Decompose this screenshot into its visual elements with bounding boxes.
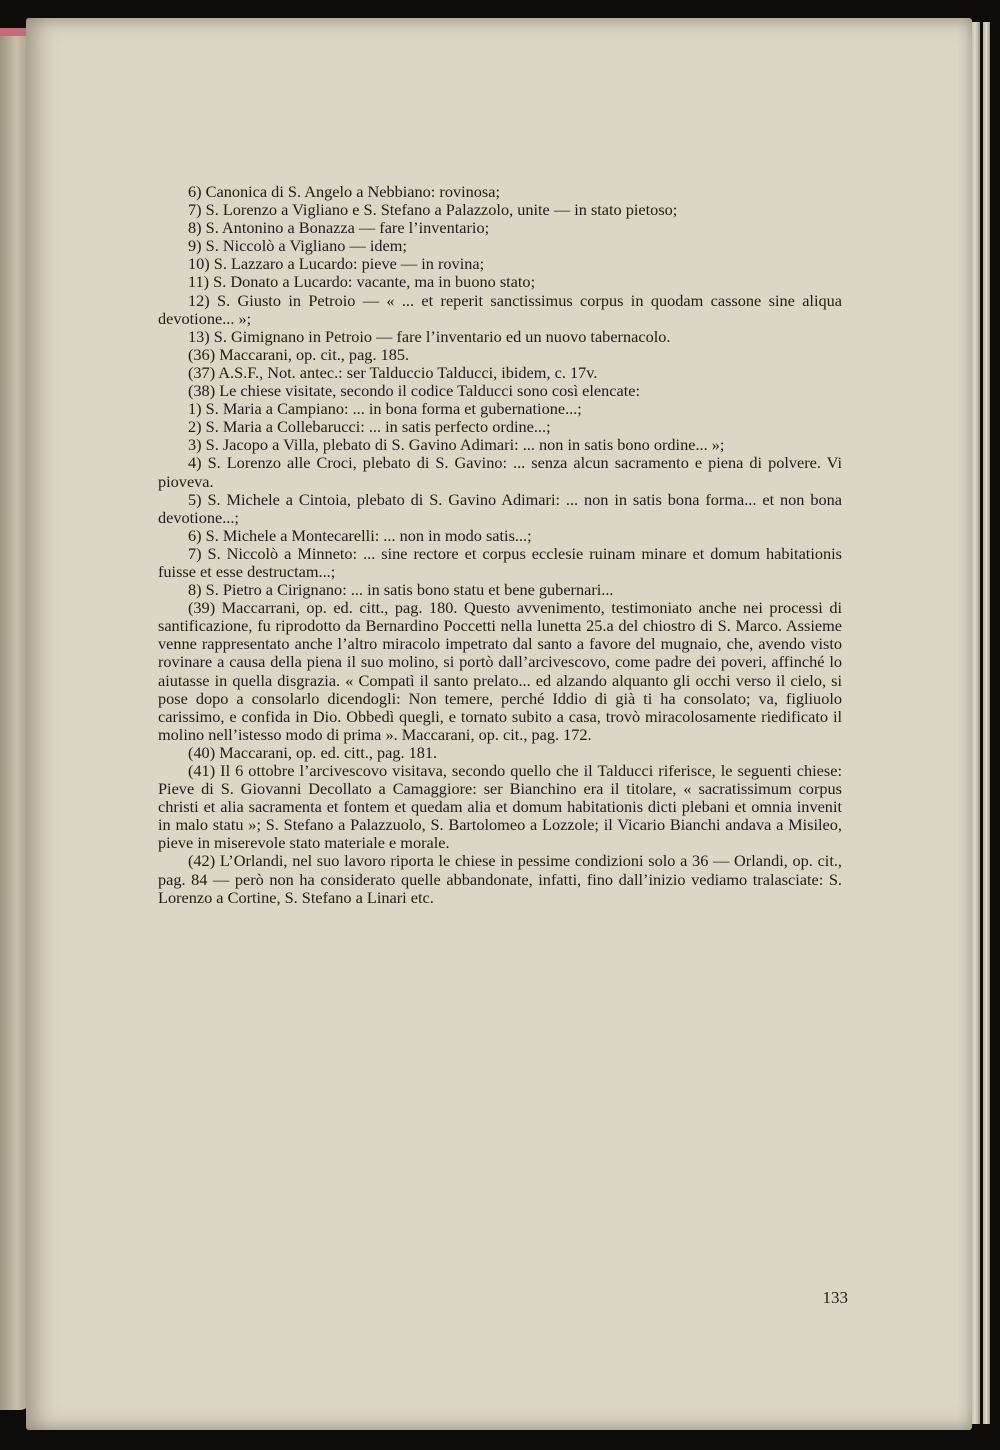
footnote-37: (37) A.S.F., Not. antec.: ser Talduccio Talducci, ibidem, c. 17v. <box>188 362 598 382</box>
list-item: 8) S. Pietro a Cirignano: ... in satis bono statu et bene gubernari... <box>188 580 614 600</box>
list-item: 7) S. Lorenzo a Vigliano e S. Stefano a Palazzolo, unite — in stato pietoso; <box>188 200 678 220</box>
list-item: 3) S. Jacopo a Villa, plebato di S. Gavino Adimari: ... non in satis bono ordine... »; <box>188 435 725 455</box>
footnote-40: (40) Maccarani, op. ed. citt., pag. 181. <box>188 742 438 762</box>
list-item: 6) S. Michele a Montecarelli: ... non in modo satis...; <box>188 525 532 545</box>
footnote-41: (41) Il 6 ottobre l’arcivescovo visitava, secondo quello che il Talducci riferisce, le seguenti chiese: Pieve di S. Giovanni Decollato a Camaggiore: ser Bianchino era il titolare, « sacratissimum corpus christi et alia sacramenta et fontem et quedam alia et domum habitationis dicti plebani et omnia invenit in malo statu »; S. Stefano a Palazzuolo, S. Bartolomeo a Lozzole; il Vicario Bianchi andava a Misileo, pieve in miserevole stato materiale e morale. <box>158 761 842 853</box>
footnote-39: (39) Maccarrani, op. ed. citt., pag. 180. Questo avvenimento, testimoniato anche nei processi di santificazione, fu riprodotto da Bernardino Poccetti nella lunetta 25.a del chiostro di S. Marco. Assieme venne rappresentato anche l’altro miracolo impetrato dal santo a favore del mugnaio, che, avendo visto rovinare a causa della piena il suo molino, si portò dall’arcivescovo, come padre dei poveri, affinché lo aiutasse in quella disgrazia. « Compatì il santo prelato... ed alzando alquanto gli occhi verso il cielo, si pose dopo a consolarlo dicendogli: Non temere, perché Iddio di già ti ha consolato; va, figliuolo carissimo, e confida in Dio. Obbedì quegli, e tornato subito a casa, trovò miracolosamente riedificato il molino nell’istesso modo di prima ». Maccarani, op. cit., pag. 172. <box>158 598 842 744</box>
list-item: 4) S. Lorenzo alle Croci, plebato di S. Gavino: ... senza alcun sacramento e piena di polvere. Vi pioveva. <box>158 453 842 491</box>
list-item: 5) S. Michele a Cintoia, plebato di S. Gavino Adimari: ... non in satis bona forma... et non bona devotione...; <box>158 489 842 527</box>
list-item: 2) S. Maria a Collebarucci: ... in satis perfecto ordine...; <box>188 417 551 437</box>
page-edge <box>983 22 990 1424</box>
list-item: 12) S. Giusto in Petroio — « ... et reperit sanctissimus corpus in quodam cassone sine aliqua devotione... »; <box>158 290 842 328</box>
footnote-36: (36) Maccarani, op. cit., pag. 185. <box>188 344 410 364</box>
list-item: 1) S. Maria a Campiano: ... in bona forma et gubernatione...; <box>188 399 582 419</box>
list-item: 8) S. Antonino a Bonazza — fare l’inventario; <box>188 218 490 238</box>
list-item: 13) S. Gimignano in Petroio — fare l’inventario ed un nuovo tabernacolo. <box>188 326 671 346</box>
list-item: 6) Canonica di S. Angelo a Nebbiano: rovinosa; <box>188 182 500 201</box>
list-item: 7) S. Niccolò a Minneto: ... sine rectore et corpus ecclesie ruinam minare et domum habitationis fuisse et esse destructam...; <box>158 543 842 581</box>
list-item: 9) S. Niccolò a Vigliano — idem; <box>188 236 407 256</box>
footnote-38: (38) Le chiese visitate, secondo il codice Talducci sono così elencate: <box>188 381 641 401</box>
footnotes-body <box>158 183 842 907</box>
footnote-42: (42) L’Orlandi, nel suo lavoro riporta le chiese in pessime condizioni solo a 36 — Orlandi, op. cit., pag. 84 — però non ha considerato quelle abbandonate, infatti, fino dall’inizio vediamo tralasciate: S. Lorenzo a Cortine, S. Stefano a Linari etc. <box>158 851 842 907</box>
list-item: 10) S. Lazzaro a Lucardo: pieve — in rovina; <box>188 254 485 274</box>
list-item: 11) S. Donato a Lucardo: vacante, ma in buono stato; <box>188 272 536 292</box>
page-number: 133 <box>822 1288 848 1307</box>
